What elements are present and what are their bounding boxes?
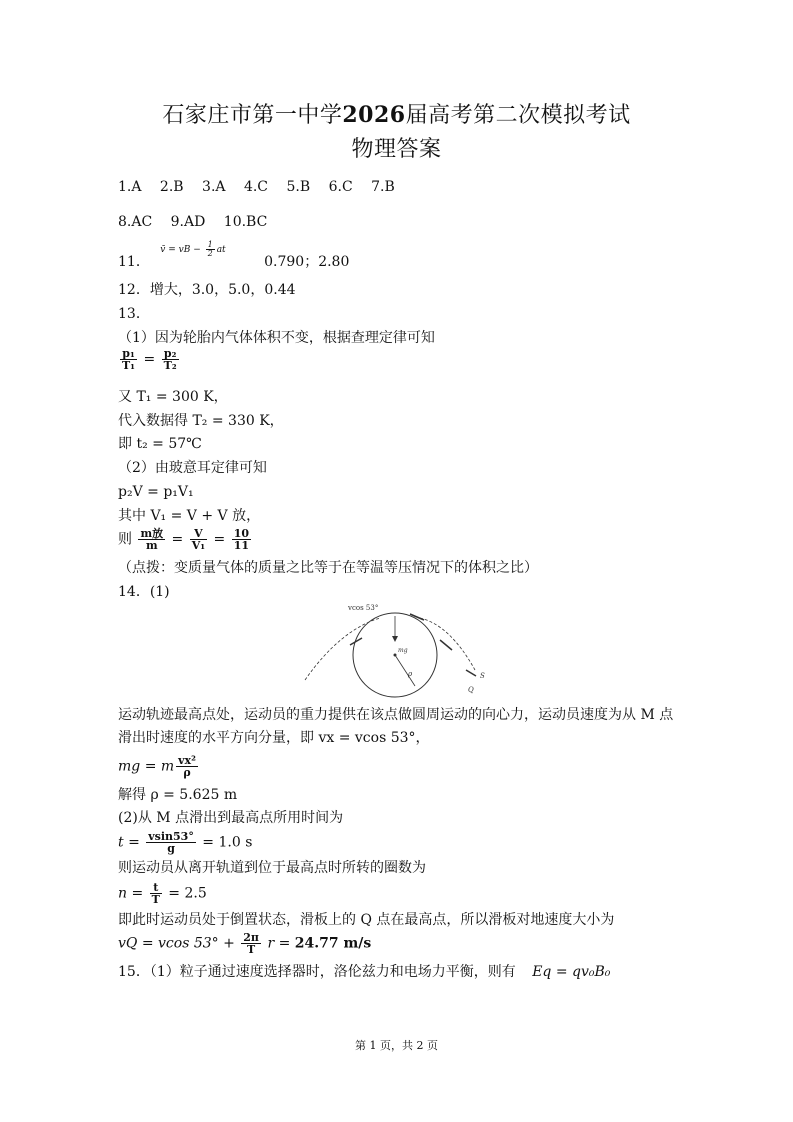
frac-den: 2 — [207, 249, 213, 258]
q13-number: 13． — [118, 306, 150, 322]
diagram-label-vcos: vcos 53° — [348, 604, 379, 612]
vq-eq-result: 24.77 m/s — [294, 935, 372, 952]
title-school: 石家庄市第一中学 — [162, 103, 343, 128]
answer: 7.B — [371, 179, 395, 195]
q14-text1: 运动轨迹最高点处，运动员的重力提供在该点做圆周运动的向心力，运动员速度为从 M 点 — [118, 707, 674, 723]
answers-row-1 — [118, 177, 409, 197]
q13-t2c: 即 t₂ = 57℃ — [118, 436, 202, 452]
q14-mg-eq — [118, 755, 200, 778]
diagram-label-mg: mg — [398, 647, 408, 654]
frac-num: 2π — [243, 931, 259, 944]
n-eq-prefix: n = — [118, 885, 144, 902]
page-title — [0, 98, 793, 129]
circle-center — [394, 654, 397, 657]
q11-number: 11． — [118, 254, 150, 270]
t-eq-prefix: t = — [118, 834, 140, 851]
frac-num: V — [190, 528, 207, 540]
frac-den: T₂ — [163, 359, 177, 372]
q11-frac — [206, 241, 215, 258]
skateboard-pos-4 — [466, 670, 476, 676]
q14-number: 14．(1) — [118, 584, 170, 600]
answer: 9.AD — [170, 214, 206, 230]
frac — [232, 528, 251, 551]
trajectory-curve-right — [420, 618, 475, 670]
answer: 5.B — [286, 179, 311, 195]
q13-substitute: 代入数据得 T₂ = 330 K， — [118, 413, 284, 429]
frac — [190, 528, 207, 551]
frac-num: vsin53° — [148, 830, 194, 843]
trajectory-diagram — [300, 600, 500, 705]
q14-t-eq — [118, 831, 252, 854]
frac — [176, 755, 198, 778]
page-footer: 第 1 页，共 2 页 — [355, 1039, 438, 1052]
answer: 6.C — [328, 179, 353, 195]
diagram-label-rho: ρ — [408, 670, 413, 678]
q15-text: 15．（1）粒子通过速度选择器时，洛伦兹力和电场力平衡，则有 — [118, 964, 516, 980]
frac — [120, 348, 137, 371]
frac-num: p₂ — [162, 348, 179, 360]
q13-boyle-eq: p₂V = p₁V₁ — [118, 484, 194, 500]
frac-num: 1 — [207, 240, 213, 249]
q13-v1: 其中 V₁ = V + V 放， — [118, 508, 261, 524]
gravity-arrowhead — [392, 636, 398, 642]
q14-part2: (2)从 M 点滑出到最高点所用时间为 — [118, 810, 344, 826]
answer: 3.A — [202, 179, 226, 195]
frac-den: T₁ — [122, 359, 136, 372]
diagram-label-S: S — [480, 672, 485, 680]
title-year: 2026 — [342, 102, 406, 128]
q11-eq-tail: at — [216, 245, 226, 255]
frac-den: T — [247, 943, 256, 956]
q12-line: 12．增大，3.0，5.0，0.44 — [118, 282, 296, 298]
trajectory-curve-left — [305, 618, 380, 680]
frac — [241, 932, 261, 955]
n-eq-result: = 2.5 — [168, 885, 207, 902]
q11-values: 0.790；2.80 — [264, 254, 350, 270]
answer: 8.AC — [118, 214, 153, 230]
frac-den: g — [167, 842, 175, 855]
t-eq-result: = 1.0 s — [202, 834, 253, 851]
page-subtitle: 物理答案 — [351, 137, 442, 162]
frac — [150, 882, 162, 905]
diagram-label-Q: Q — [468, 686, 474, 694]
q14-state-text: 即此时运动员处于倒置状态，滑板上的 Q 点在最高点，所以滑板对地速度大小为 — [118, 912, 615, 928]
answer: 2.B — [159, 179, 184, 195]
vq-eq-mid: r = — [267, 935, 291, 952]
q14-turns-text: 则运动员从离开轨道到位于最高点时所转的圈数为 — [118, 860, 426, 876]
skateboard-pos-3 — [440, 640, 452, 650]
q14-text2: 滑出时速度的水平方向分量，即 vx = vcos 53°， — [118, 730, 430, 746]
q11-equation — [160, 240, 226, 258]
frac-num: m放 — [140, 527, 164, 540]
frac-den: m — [145, 539, 158, 552]
vq-eq-prefix: vQ = vcos 53° + — [118, 935, 235, 952]
frac-den: ρ — [183, 766, 191, 779]
q13-part1: （1）因为轮胎内气体体积不变，根据查理定律可知 — [118, 330, 435, 346]
q15-line — [118, 962, 610, 982]
answer: 4.C — [243, 179, 269, 195]
q13-t1: 又 T₁ = 300 K， — [118, 389, 228, 405]
frac — [138, 528, 165, 551]
answer: 10.BC — [223, 214, 268, 230]
frac-den: V₁ — [191, 539, 206, 552]
q11-line — [118, 240, 350, 274]
frac-den: 11 — [233, 539, 250, 552]
q13-ratio: 则 $\frac{\text{m放}}{m}$ = $\frac{V}{\text{V₁}}$ = $\frac{10}{11}$ — [118, 527, 250, 552]
q14-vq-eq — [118, 932, 371, 955]
q13-part2: （2）由玻意耳定律可知 — [118, 460, 267, 476]
frac-num: 10 — [233, 527, 250, 540]
frac-num: p₁ — [120, 348, 137, 360]
frac — [146, 831, 196, 854]
ratio-prefix: 则 — [118, 531, 132, 548]
frac-den: T — [151, 893, 160, 906]
answer: 1.A — [118, 179, 142, 195]
mg-eq-prefix: mg = m — [118, 758, 175, 775]
q15-equation: Eq = qv₀B₀ — [532, 964, 611, 980]
frac-num: vx² — [178, 754, 196, 767]
answers-row-2 — [118, 212, 281, 232]
q14-rho-result: 解得 ρ = 5.625 m — [118, 787, 238, 803]
frac — [162, 348, 179, 371]
q14-n-eq — [118, 882, 207, 905]
frac-num: t — [150, 882, 162, 894]
q13-note: （点拨：变质量气体的质量之比等于在等温等压情况下的体积之比） — [118, 560, 538, 576]
q11-eq-head: v̄ = vB − — [160, 245, 204, 255]
title-exam: 届高考第二次模拟考试 — [405, 103, 631, 128]
q13-charles-eq: $\frac{\text{p₁}}{\text{T₁}}$ = $\frac{\text{p₂}}{\text{T₂}}$ — [122, 347, 177, 372]
